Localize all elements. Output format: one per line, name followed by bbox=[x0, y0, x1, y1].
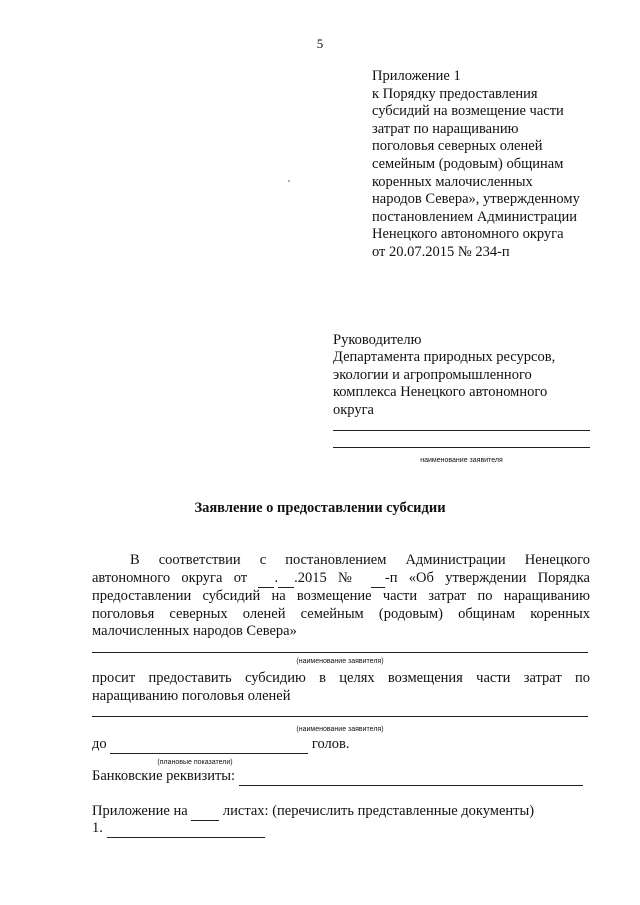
body-paragraph-1 bbox=[92, 552, 590, 641]
item-number: 1. bbox=[92, 820, 103, 836]
day-blank[interactable] bbox=[258, 570, 274, 589]
addressee-line: экологии и агропромышленного bbox=[333, 366, 532, 383]
addressee-line: Департамента природных ресурсов, bbox=[333, 349, 556, 366]
planned-caption: (плановые показатели) bbox=[157, 759, 233, 766]
paragraph-text: -п «Об утверждении Порядка предоставлении субсидий на возмещение части затрат по наращиванию поголовья северных оленей семейным (родовым) общинам коренных малочисленных народов Севера» bbox=[92, 569, 590, 640]
body-paragraph-2: просит предоставить субсидию в целях возмещения части затрат по наращиванию поголовья оленей bbox=[92, 670, 590, 704]
addressee-line: комплекса Ненецкого автономного bbox=[333, 384, 548, 401]
appendix-header bbox=[372, 68, 580, 262]
appendix-line: постановлением Администрации bbox=[372, 208, 578, 225]
attach-label-end: листах: (перечислить представленные документы) bbox=[222, 803, 535, 819]
number-blank[interactable] bbox=[371, 570, 385, 589]
applicant-name-line[interactable] bbox=[333, 447, 590, 448]
attachment-item-1 bbox=[92, 820, 265, 838]
paragraph-text: В соответствии с постановлением Администрации Ненецкого автономного округа от bbox=[92, 552, 590, 586]
appendix-line: поголовья северных оленей bbox=[372, 138, 543, 155]
attachment-blank[interactable] bbox=[107, 820, 265, 838]
addressee-block bbox=[333, 332, 593, 419]
appendix-line: Приложение 1 bbox=[372, 68, 461, 84]
sheets-count-blank[interactable] bbox=[191, 803, 219, 821]
document-title: Заявление о предоставлении субсидии bbox=[194, 500, 446, 516]
date-separator: . bbox=[274, 569, 279, 586]
applicant-caption: (наименование заявителя) bbox=[296, 726, 384, 733]
appendix-line: Ненецкого автономного округа bbox=[372, 226, 564, 243]
bank-label: Банковские реквизиты: bbox=[92, 768, 236, 784]
appendix-line: субсидий на возмещение части bbox=[372, 103, 564, 120]
attach-label: Приложение на bbox=[92, 803, 188, 819]
appendix-line: коренных малочисленных bbox=[372, 173, 533, 190]
page-number: 5 bbox=[316, 36, 324, 51]
appendix-line: народов Севера», утвержденному bbox=[372, 191, 580, 208]
addressee-line: округа bbox=[333, 401, 374, 418]
appendix-line: к Порядку предоставления bbox=[372, 85, 538, 102]
applicant-caption: (наименование заявителя) bbox=[296, 658, 384, 665]
heads-label: голов. bbox=[311, 736, 350, 752]
applicant-name-line[interactable] bbox=[92, 716, 588, 717]
month-blank[interactable] bbox=[278, 570, 294, 589]
bank-details-row bbox=[92, 768, 583, 786]
attachments-row bbox=[92, 803, 534, 821]
applicant-name-line[interactable] bbox=[92, 652, 588, 653]
bank-details-blank[interactable] bbox=[239, 768, 583, 786]
appendix-line: от 20.07.2015 № 234-п bbox=[372, 243, 510, 260]
planned-heads-blank[interactable] bbox=[110, 736, 308, 754]
appendix-line: затрат по наращиванию bbox=[372, 120, 519, 137]
applicant-caption: наименование заявителя bbox=[420, 457, 503, 464]
addressee-line: Руководителю bbox=[333, 332, 422, 348]
scan-speck bbox=[288, 180, 290, 182]
appendix-line: семейным (родовым) общинам bbox=[372, 155, 564, 172]
applicant-name-line[interactable] bbox=[333, 430, 590, 431]
do-label: до bbox=[92, 736, 107, 752]
planned-heads-row bbox=[92, 736, 350, 754]
year-text: .2015 № bbox=[294, 569, 371, 586]
